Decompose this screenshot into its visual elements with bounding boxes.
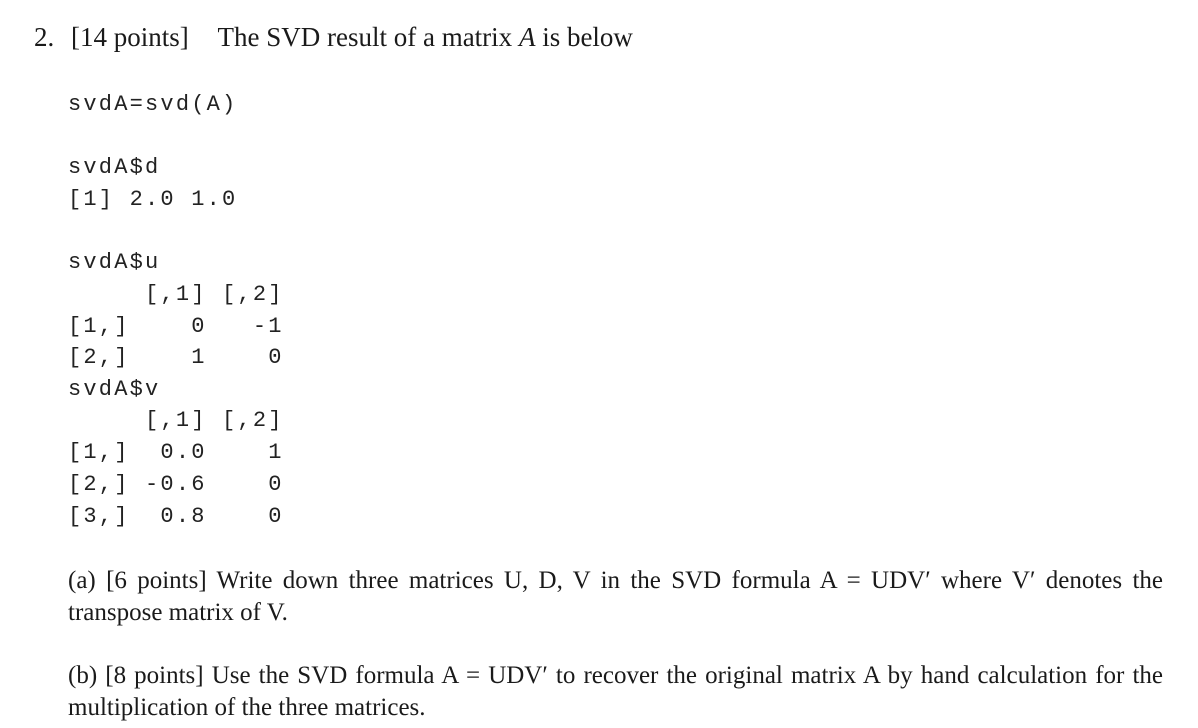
code-svd-call: svdA=svd(A) <box>68 92 238 117</box>
code-v-label: svdA$v <box>68 377 161 402</box>
statement-suffix: is below <box>535 22 633 52</box>
code-u-label: svdA$u <box>68 250 161 275</box>
code-v-row: [2,] -0.6 0 <box>68 472 284 497</box>
code-u-row: [2,] 1 0 <box>68 345 284 370</box>
question-number: 2. <box>34 22 55 52</box>
matrix-symbol: A <box>518 22 536 52</box>
code-u-row: [1,] 0 -1 <box>68 314 284 339</box>
code-v-row: [3,] 0.8 0 <box>68 504 284 529</box>
question-header <box>34 22 633 53</box>
statement-prefix: The SVD result of a matrix <box>217 22 519 52</box>
part-a-text: (a) [6 points] Write down three matrices U, D, V in the SVD formula A = UDV′ where V′ denotes the transpose matrix of V. <box>68 567 1163 626</box>
code-d-label: svdA$d <box>68 155 161 180</box>
code-d-values: [1] 2.0 1.0 <box>68 187 238 212</box>
question-points: [14 points] <box>71 22 189 52</box>
question-statement <box>218 22 633 52</box>
part-b-text: (b) [8 points] Use the SVD formula A = UDV′ to recover the original matrix A by hand calculation for the multiplication of the three matrices. <box>68 662 1163 721</box>
code-u-header: [,1] [,2] <box>68 282 284 307</box>
code-v-header: [,1] [,2] <box>68 408 284 433</box>
code-v-row: [1,] 0.0 1 <box>68 440 284 465</box>
